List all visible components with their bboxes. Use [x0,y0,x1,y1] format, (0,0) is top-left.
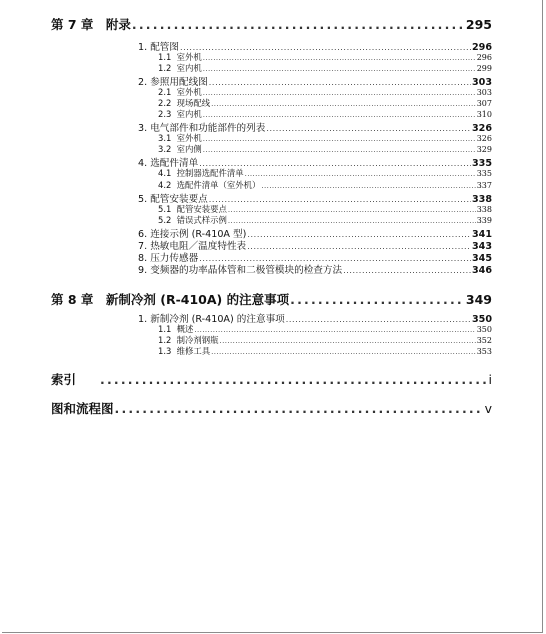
leader-dots [132,17,465,32]
page-number: 326 [471,123,492,134]
page-number: 343 [471,241,492,252]
subsection-title: 制冷剂钢瓶 [176,335,219,345]
toc-subsection[interactable] [158,167,492,178]
page-number: 299 [476,64,492,73]
toc-section[interactable] [138,250,492,262]
section-title: 变频器的功率晶体管和二极管模块的检查方法 [150,265,343,276]
page-number: 307 [476,99,492,108]
leader-dots [203,146,476,154]
section-title: 压力传感器 [150,253,199,264]
page-number: 350 [476,325,492,334]
toc-subsection[interactable] [158,345,492,356]
leader-dots [228,217,476,225]
leader-dots [228,206,476,214]
page-number: 350 [471,314,492,325]
toc-section[interactable] [138,226,492,238]
section-number: 1. [138,314,148,325]
subsection-number: 3.1 [158,133,172,143]
section-title: 电气部件和功能部件的列表 [150,123,266,134]
figures-title: 图和流程图 [51,401,114,416]
leader-dots [203,89,476,97]
section-number: 7. [138,241,148,252]
toc-subsection[interactable] [158,203,492,214]
section-number: 1. [138,42,148,53]
leader-dots [211,100,476,108]
subsection-number: 2.1 [158,87,172,97]
toc-subsection[interactable] [158,334,492,345]
subsection-number: 5.2 [158,215,172,225]
subsection-number: 1.3 [158,346,172,356]
toc-section[interactable] [138,238,492,250]
subsection-number: 1.1 [158,52,172,62]
chapter-title: 第 7 章 附录 [51,17,131,32]
subsection-title: 配管安装要点 [176,204,227,214]
subsection-number: 5.1 [158,204,172,214]
section-number: 3. [138,123,148,134]
page-number: 349 [465,292,492,307]
section-title: 选配件清单 [150,158,199,169]
toc-subsection[interactable] [158,97,492,108]
section-title: 参照用配线图 [150,77,208,88]
index-title: 索引 [51,372,77,387]
page-number: 303 [471,77,492,88]
subsection-title: 室外机 [176,87,202,97]
subsection-title: 现场配线 [176,98,211,108]
page-number: 335 [476,169,492,178]
toc-section[interactable] [138,311,492,323]
section-number: 6. [138,229,148,240]
toc-section[interactable] [138,191,492,203]
subsection-number: 4.1 [158,168,172,178]
leader-dots [100,372,488,387]
subsection-title: 控制器选配件清单 [176,168,244,178]
leader-dots [203,65,476,73]
subsection-title: 室内机 [176,109,202,119]
toc-subsection[interactable] [158,51,492,62]
leader-dots [115,401,484,416]
toc-section[interactable] [138,120,492,132]
toc-subsection[interactable] [158,143,492,154]
section-title: 连接示例 (R-410A 型) [150,229,247,240]
toc-figures[interactable] [51,399,492,415]
page-number: 352 [476,336,492,345]
subsection-title: 选配件清单（室外机） [176,180,261,190]
document-page [2,0,543,633]
page-number: i [488,372,492,387]
leader-dots [203,111,476,119]
subsection-number: 1.1 [158,324,172,334]
page-number: 303 [476,88,492,97]
leader-dots [290,292,465,307]
page-number: 337 [476,181,492,190]
leader-dots [194,326,475,334]
section-title: 配管图 [150,42,179,53]
section-number: 9. [138,265,148,276]
subsection-title: 室内侧 [176,144,202,154]
toc-chapter-8[interactable] [51,290,492,306]
section-number: 8. [138,253,148,264]
subsection-title: 室外机 [176,133,202,143]
page-number: 339 [476,216,492,225]
section-number: 2. [138,77,148,88]
leader-dots [343,266,471,275]
subsection-number: 2.2 [158,98,172,108]
leader-dots [211,348,476,356]
page-number: 341 [471,229,492,240]
page-number: v [484,401,492,416]
subsection-title: 室外机 [176,52,202,62]
subsection-number: 3.2 [158,144,172,154]
toc-subsection[interactable] [158,214,492,225]
toc-section[interactable] [138,74,492,86]
leader-dots [245,170,476,178]
page-number: 345 [471,253,492,264]
subsection-title: 室内机 [176,63,202,73]
subsection-number: 1.2 [158,63,172,73]
toc-index[interactable] [51,370,492,386]
page-number: 335 [471,158,492,169]
section-title: 热敏电阻／温度特性表 [150,241,247,252]
page-number: 296 [471,42,492,53]
toc-section[interactable] [138,155,492,167]
page-number: 346 [471,265,492,276]
leader-dots [203,54,476,62]
toc-subsection[interactable] [158,323,492,334]
subsection-title: 错误式样示例 [176,215,227,225]
toc-subsection[interactable] [158,62,492,73]
section-title: 配管安装要点 [150,194,208,205]
leader-dots [203,135,476,143]
section-number: 5. [138,194,148,205]
section-number: 4. [138,158,148,169]
page-number: 353 [476,347,492,356]
subsection-title: 概述 [176,324,194,334]
page-number: 326 [476,134,492,143]
leader-dots [220,337,476,345]
page-number: 338 [471,194,492,205]
section-title: 新制冷剂 (R-410A) 的注意事项 [150,314,285,325]
subsection-number: 4.2 [158,180,172,190]
page-number: 295 [465,17,492,32]
toc-section[interactable] [138,262,492,274]
toc-section[interactable] [138,39,492,51]
toc-subsection[interactable] [158,86,492,97]
toc-chapter-7[interactable] [51,15,492,31]
toc-subsection[interactable] [158,179,492,190]
chapter-title: 第 8 章 新制冷剂 (R-410A) 的注意事项 [51,292,290,307]
page-number: 310 [476,110,492,119]
toc-subsection[interactable] [158,108,492,119]
page-number: 329 [476,145,492,154]
subsection-title: 维修工具 [176,346,211,356]
leader-dots [261,182,475,190]
page-number: 296 [476,53,492,62]
toc-subsection[interactable] [158,132,492,143]
subsection-number: 2.3 [158,109,172,119]
page-number: 338 [476,205,492,214]
subsection-number: 1.2 [158,335,172,345]
